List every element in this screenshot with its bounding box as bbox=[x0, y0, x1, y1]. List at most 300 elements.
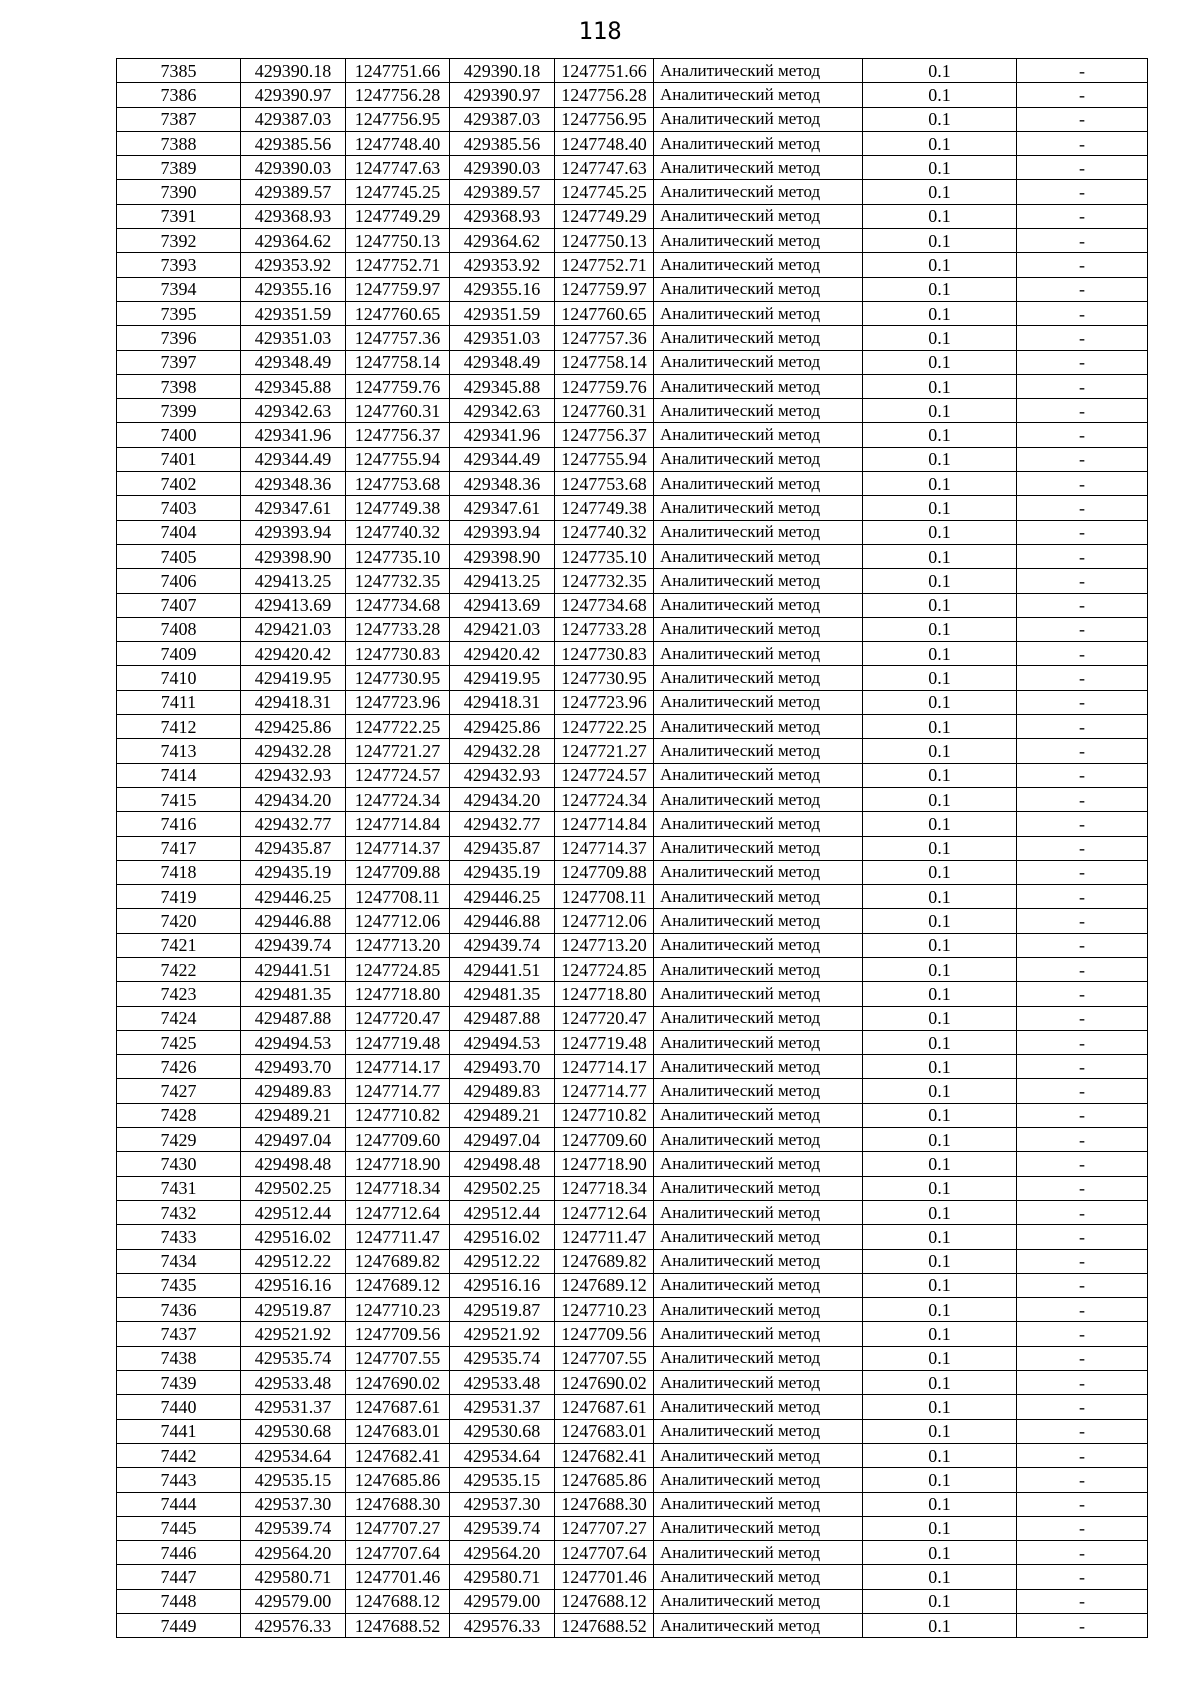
table-row bbox=[117, 180, 1148, 204]
method-cell: Аналитический метод bbox=[654, 83, 863, 107]
note-cell: - bbox=[1017, 107, 1148, 131]
y-coordinate-2-cell: 1247723.96 bbox=[555, 690, 654, 714]
note-cell: - bbox=[1017, 156, 1148, 180]
x-coordinate-cell: 429435.87 bbox=[241, 836, 346, 860]
method-cell: Аналитический метод bbox=[654, 1322, 863, 1346]
x-coordinate-cell: 429489.83 bbox=[241, 1079, 346, 1103]
table-row bbox=[117, 1346, 1148, 1370]
y-coordinate-cell: 1247735.10 bbox=[346, 544, 450, 568]
table-row bbox=[117, 593, 1148, 617]
y-coordinate-2-cell: 1247688.12 bbox=[555, 1589, 654, 1613]
method-cell: Аналитический метод bbox=[654, 812, 863, 836]
x-coordinate-cell: 429419.95 bbox=[241, 666, 346, 690]
y-coordinate-cell: 1247688.52 bbox=[346, 1614, 450, 1638]
method-cell: Аналитический метод bbox=[654, 569, 863, 593]
x-coordinate-2-cell: 429441.51 bbox=[450, 957, 555, 981]
point-number-cell: 7406 bbox=[117, 569, 241, 593]
note-cell: - bbox=[1017, 350, 1148, 374]
x-coordinate-2-cell: 429535.15 bbox=[450, 1468, 555, 1492]
y-coordinate-cell: 1247751.66 bbox=[346, 59, 450, 83]
x-coordinate-cell: 429446.25 bbox=[241, 885, 346, 909]
x-coordinate-2-cell: 429446.88 bbox=[450, 909, 555, 933]
table-row bbox=[117, 277, 1148, 301]
x-coordinate-cell: 429390.18 bbox=[241, 59, 346, 83]
table-row bbox=[117, 1614, 1148, 1638]
point-number-cell: 7403 bbox=[117, 496, 241, 520]
accuracy-cell: 0.1 bbox=[863, 277, 1017, 301]
note-cell: - bbox=[1017, 690, 1148, 714]
x-coordinate-2-cell: 429519.87 bbox=[450, 1298, 555, 1322]
point-number-cell: 7404 bbox=[117, 520, 241, 544]
method-cell: Аналитический метод bbox=[654, 1152, 863, 1176]
y-coordinate-cell: 1247714.37 bbox=[346, 836, 450, 860]
y-coordinate-2-cell: 1247756.28 bbox=[555, 83, 654, 107]
table-row bbox=[117, 1395, 1148, 1419]
x-coordinate-2-cell: 429434.20 bbox=[450, 787, 555, 811]
accuracy-cell: 0.1 bbox=[863, 642, 1017, 666]
x-coordinate-cell: 429512.22 bbox=[241, 1249, 346, 1273]
x-coordinate-cell: 429413.25 bbox=[241, 569, 346, 593]
table-row bbox=[117, 1492, 1148, 1516]
method-cell: Аналитический метод bbox=[654, 1419, 863, 1443]
table-row bbox=[117, 229, 1148, 253]
x-coordinate-2-cell: 429353.92 bbox=[450, 253, 555, 277]
table-row bbox=[117, 1419, 1148, 1443]
accuracy-cell: 0.1 bbox=[863, 1443, 1017, 1467]
accuracy-cell: 0.1 bbox=[863, 1055, 1017, 1079]
point-number-cell: 7395 bbox=[117, 301, 241, 325]
note-cell: - bbox=[1017, 1298, 1148, 1322]
note-cell: - bbox=[1017, 593, 1148, 617]
accuracy-cell: 0.1 bbox=[863, 1395, 1017, 1419]
accuracy-cell: 0.1 bbox=[863, 836, 1017, 860]
y-coordinate-2-cell: 1247751.66 bbox=[555, 59, 654, 83]
accuracy-cell: 0.1 bbox=[863, 544, 1017, 568]
x-coordinate-cell: 429435.19 bbox=[241, 860, 346, 884]
accuracy-cell: 0.1 bbox=[863, 1079, 1017, 1103]
x-coordinate-2-cell: 429487.88 bbox=[450, 1006, 555, 1030]
accuracy-cell: 0.1 bbox=[863, 763, 1017, 787]
point-number-cell: 7427 bbox=[117, 1079, 241, 1103]
accuracy-cell: 0.1 bbox=[863, 472, 1017, 496]
point-number-cell: 7428 bbox=[117, 1103, 241, 1127]
x-coordinate-cell: 429434.20 bbox=[241, 787, 346, 811]
x-coordinate-2-cell: 429398.90 bbox=[450, 544, 555, 568]
method-cell: Аналитический метод bbox=[654, 982, 863, 1006]
y-coordinate-cell: 1247745.25 bbox=[346, 180, 450, 204]
method-cell: Аналитический метод bbox=[654, 59, 863, 83]
table-row bbox=[117, 131, 1148, 155]
x-coordinate-cell: 429364.62 bbox=[241, 229, 346, 253]
y-coordinate-2-cell: 1247755.94 bbox=[555, 447, 654, 471]
table-row bbox=[117, 617, 1148, 641]
method-cell: Аналитический метод bbox=[654, 1030, 863, 1054]
table-row bbox=[117, 83, 1148, 107]
note-cell: - bbox=[1017, 326, 1148, 350]
note-cell: - bbox=[1017, 1249, 1148, 1273]
method-cell: Аналитический метод bbox=[654, 666, 863, 690]
table-row bbox=[117, 1128, 1148, 1152]
point-number-cell: 7429 bbox=[117, 1128, 241, 1152]
x-coordinate-cell: 429439.74 bbox=[241, 933, 346, 957]
accuracy-cell: 0.1 bbox=[863, 1298, 1017, 1322]
y-coordinate-2-cell: 1247721.27 bbox=[555, 739, 654, 763]
table-row bbox=[117, 763, 1148, 787]
x-coordinate-cell: 429537.30 bbox=[241, 1492, 346, 1516]
y-coordinate-cell: 1247732.35 bbox=[346, 569, 450, 593]
y-coordinate-cell: 1247753.68 bbox=[346, 472, 450, 496]
y-coordinate-cell: 1247722.25 bbox=[346, 715, 450, 739]
method-cell: Аналитический метод bbox=[654, 715, 863, 739]
y-coordinate-cell: 1247756.28 bbox=[346, 83, 450, 107]
table-row bbox=[117, 1103, 1148, 1127]
x-coordinate-2-cell: 429537.30 bbox=[450, 1492, 555, 1516]
method-cell: Аналитический метод bbox=[654, 957, 863, 981]
x-coordinate-cell: 429425.86 bbox=[241, 715, 346, 739]
point-number-cell: 7391 bbox=[117, 204, 241, 228]
point-number-cell: 7424 bbox=[117, 1006, 241, 1030]
table-row bbox=[117, 472, 1148, 496]
y-coordinate-2-cell: 1247688.30 bbox=[555, 1492, 654, 1516]
x-coordinate-2-cell: 429348.36 bbox=[450, 472, 555, 496]
x-coordinate-2-cell: 429432.93 bbox=[450, 763, 555, 787]
y-coordinate-2-cell: 1247750.13 bbox=[555, 229, 654, 253]
point-number-cell: 7394 bbox=[117, 277, 241, 301]
point-number-cell: 7437 bbox=[117, 1322, 241, 1346]
x-coordinate-2-cell: 429531.37 bbox=[450, 1395, 555, 1419]
point-number-cell: 7387 bbox=[117, 107, 241, 131]
point-number-cell: 7420 bbox=[117, 909, 241, 933]
y-coordinate-2-cell: 1247740.32 bbox=[555, 520, 654, 544]
note-cell: - bbox=[1017, 569, 1148, 593]
y-coordinate-cell: 1247688.30 bbox=[346, 1492, 450, 1516]
x-coordinate-2-cell: 429351.59 bbox=[450, 301, 555, 325]
y-coordinate-cell: 1247747.63 bbox=[346, 156, 450, 180]
note-cell: - bbox=[1017, 131, 1148, 155]
note-cell: - bbox=[1017, 836, 1148, 860]
x-coordinate-cell: 429494.53 bbox=[241, 1030, 346, 1054]
accuracy-cell: 0.1 bbox=[863, 1371, 1017, 1395]
note-cell: - bbox=[1017, 885, 1148, 909]
table-row bbox=[117, 447, 1148, 471]
x-coordinate-2-cell: 429413.25 bbox=[450, 569, 555, 593]
method-cell: Аналитический метод bbox=[654, 1273, 863, 1297]
accuracy-cell: 0.1 bbox=[863, 131, 1017, 155]
table-row bbox=[117, 1322, 1148, 1346]
point-number-cell: 7439 bbox=[117, 1371, 241, 1395]
y-coordinate-2-cell: 1247718.80 bbox=[555, 982, 654, 1006]
y-coordinate-2-cell: 1247722.25 bbox=[555, 715, 654, 739]
method-cell: Аналитический метод bbox=[654, 933, 863, 957]
method-cell: Аналитический метод bbox=[654, 107, 863, 131]
x-coordinate-2-cell: 429564.20 bbox=[450, 1541, 555, 1565]
point-number-cell: 7447 bbox=[117, 1565, 241, 1589]
x-coordinate-2-cell: 429533.48 bbox=[450, 1371, 555, 1395]
x-coordinate-cell: 429519.87 bbox=[241, 1298, 346, 1322]
note-cell: - bbox=[1017, 83, 1148, 107]
note-cell: - bbox=[1017, 229, 1148, 253]
x-coordinate-2-cell: 429351.03 bbox=[450, 326, 555, 350]
method-cell: Аналитический метод bbox=[654, 885, 863, 909]
x-coordinate-cell: 429531.37 bbox=[241, 1395, 346, 1419]
y-coordinate-cell: 1247707.27 bbox=[346, 1516, 450, 1540]
note-cell: - bbox=[1017, 374, 1148, 398]
table-row bbox=[117, 1541, 1148, 1565]
x-coordinate-2-cell: 429390.18 bbox=[450, 59, 555, 83]
table-row bbox=[117, 569, 1148, 593]
accuracy-cell: 0.1 bbox=[863, 1589, 1017, 1613]
y-coordinate-2-cell: 1247688.52 bbox=[555, 1614, 654, 1638]
point-number-cell: 7435 bbox=[117, 1273, 241, 1297]
method-cell: Аналитический метод bbox=[654, 326, 863, 350]
x-coordinate-cell: 429493.70 bbox=[241, 1055, 346, 1079]
note-cell: - bbox=[1017, 1225, 1148, 1249]
note-cell: - bbox=[1017, 860, 1148, 884]
method-cell: Аналитический метод bbox=[654, 1006, 863, 1030]
note-cell: - bbox=[1017, 1152, 1148, 1176]
x-coordinate-cell: 429502.25 bbox=[241, 1176, 346, 1200]
accuracy-cell: 0.1 bbox=[863, 1419, 1017, 1443]
y-coordinate-cell: 1247713.20 bbox=[346, 933, 450, 957]
y-coordinate-2-cell: 1247707.55 bbox=[555, 1346, 654, 1370]
accuracy-cell: 0.1 bbox=[863, 739, 1017, 763]
y-coordinate-cell: 1247709.88 bbox=[346, 860, 450, 884]
table-row bbox=[117, 957, 1148, 981]
x-coordinate-cell: 429351.59 bbox=[241, 301, 346, 325]
x-coordinate-2-cell: 429439.74 bbox=[450, 933, 555, 957]
point-number-cell: 7411 bbox=[117, 690, 241, 714]
accuracy-cell: 0.1 bbox=[863, 982, 1017, 1006]
accuracy-cell: 0.1 bbox=[863, 180, 1017, 204]
method-cell: Аналитический метод bbox=[654, 253, 863, 277]
page-number: 118 bbox=[578, 17, 622, 45]
table-row bbox=[117, 812, 1148, 836]
table-row bbox=[117, 1055, 1148, 1079]
x-coordinate-cell: 429389.57 bbox=[241, 180, 346, 204]
method-cell: Аналитический метод bbox=[654, 1249, 863, 1273]
table-row bbox=[117, 1371, 1148, 1395]
y-coordinate-cell: 1247730.83 bbox=[346, 642, 450, 666]
x-coordinate-cell: 429355.16 bbox=[241, 277, 346, 301]
method-cell: Аналитический метод bbox=[654, 472, 863, 496]
table-row bbox=[117, 787, 1148, 811]
method-cell: Аналитический метод bbox=[654, 131, 863, 155]
y-coordinate-cell: 1247724.57 bbox=[346, 763, 450, 787]
point-number-cell: 7430 bbox=[117, 1152, 241, 1176]
point-number-cell: 7443 bbox=[117, 1468, 241, 1492]
method-cell: Аналитический метод bbox=[654, 1371, 863, 1395]
y-coordinate-cell: 1247721.27 bbox=[346, 739, 450, 763]
x-coordinate-cell: 429564.20 bbox=[241, 1541, 346, 1565]
y-coordinate-2-cell: 1247710.82 bbox=[555, 1103, 654, 1127]
x-coordinate-2-cell: 429432.77 bbox=[450, 812, 555, 836]
method-cell: Аналитический метод bbox=[654, 1176, 863, 1200]
y-coordinate-2-cell: 1247760.65 bbox=[555, 301, 654, 325]
table-row bbox=[117, 982, 1148, 1006]
x-coordinate-2-cell: 429355.16 bbox=[450, 277, 555, 301]
y-coordinate-cell: 1247724.85 bbox=[346, 957, 450, 981]
accuracy-cell: 0.1 bbox=[863, 229, 1017, 253]
y-coordinate-2-cell: 1247732.35 bbox=[555, 569, 654, 593]
x-coordinate-cell: 429446.88 bbox=[241, 909, 346, 933]
note-cell: - bbox=[1017, 1492, 1148, 1516]
x-coordinate-2-cell: 429390.97 bbox=[450, 83, 555, 107]
accuracy-cell: 0.1 bbox=[863, 1273, 1017, 1297]
x-coordinate-cell: 429533.48 bbox=[241, 1371, 346, 1395]
x-coordinate-cell: 429481.35 bbox=[241, 982, 346, 1006]
y-coordinate-cell: 1247708.11 bbox=[346, 885, 450, 909]
point-number-cell: 7416 bbox=[117, 812, 241, 836]
y-coordinate-cell: 1247756.95 bbox=[346, 107, 450, 131]
accuracy-cell: 0.1 bbox=[863, 156, 1017, 180]
x-coordinate-2-cell: 429530.68 bbox=[450, 1419, 555, 1443]
note-cell: - bbox=[1017, 1322, 1148, 1346]
table-row bbox=[117, 1565, 1148, 1589]
point-number-cell: 7446 bbox=[117, 1541, 241, 1565]
y-coordinate-cell: 1247712.06 bbox=[346, 909, 450, 933]
accuracy-cell: 0.1 bbox=[863, 933, 1017, 957]
y-coordinate-2-cell: 1247687.61 bbox=[555, 1395, 654, 1419]
accuracy-cell: 0.1 bbox=[863, 1006, 1017, 1030]
table-row bbox=[117, 1589, 1148, 1613]
x-coordinate-2-cell: 429393.94 bbox=[450, 520, 555, 544]
x-coordinate-cell: 429342.63 bbox=[241, 399, 346, 423]
method-cell: Аналитический метод bbox=[654, 739, 863, 763]
y-coordinate-2-cell: 1247713.20 bbox=[555, 933, 654, 957]
accuracy-cell: 0.1 bbox=[863, 1103, 1017, 1127]
note-cell: - bbox=[1017, 1176, 1148, 1200]
method-cell: Аналитический метод bbox=[654, 180, 863, 204]
y-coordinate-cell: 1247688.12 bbox=[346, 1589, 450, 1613]
y-coordinate-2-cell: 1247724.57 bbox=[555, 763, 654, 787]
y-coordinate-2-cell: 1247718.90 bbox=[555, 1152, 654, 1176]
y-coordinate-cell: 1247701.46 bbox=[346, 1565, 450, 1589]
accuracy-cell: 0.1 bbox=[863, 666, 1017, 690]
y-coordinate-2-cell: 1247712.06 bbox=[555, 909, 654, 933]
accuracy-cell: 0.1 bbox=[863, 1225, 1017, 1249]
y-coordinate-cell: 1247710.23 bbox=[346, 1298, 450, 1322]
point-number-cell: 7392 bbox=[117, 229, 241, 253]
x-coordinate-2-cell: 429390.03 bbox=[450, 156, 555, 180]
y-coordinate-cell: 1247712.64 bbox=[346, 1200, 450, 1224]
table-row bbox=[117, 1006, 1148, 1030]
y-coordinate-2-cell: 1247689.82 bbox=[555, 1249, 654, 1273]
y-coordinate-2-cell: 1247701.46 bbox=[555, 1565, 654, 1589]
table-row bbox=[117, 1152, 1148, 1176]
x-coordinate-cell: 429487.88 bbox=[241, 1006, 346, 1030]
x-coordinate-cell: 429530.68 bbox=[241, 1419, 346, 1443]
y-coordinate-cell: 1247749.38 bbox=[346, 496, 450, 520]
y-coordinate-2-cell: 1247710.23 bbox=[555, 1298, 654, 1322]
x-coordinate-cell: 429353.92 bbox=[241, 253, 346, 277]
method-cell: Аналитический метод bbox=[654, 1128, 863, 1152]
table-row bbox=[117, 1273, 1148, 1297]
accuracy-cell: 0.1 bbox=[863, 957, 1017, 981]
table-row bbox=[117, 715, 1148, 739]
point-number-cell: 7410 bbox=[117, 666, 241, 690]
method-cell: Аналитический метод bbox=[654, 1395, 863, 1419]
y-coordinate-cell: 1247709.56 bbox=[346, 1322, 450, 1346]
point-number-cell: 7402 bbox=[117, 472, 241, 496]
y-coordinate-cell: 1247760.65 bbox=[346, 301, 450, 325]
y-coordinate-cell: 1247752.71 bbox=[346, 253, 450, 277]
note-cell: - bbox=[1017, 1079, 1148, 1103]
point-number-cell: 7442 bbox=[117, 1443, 241, 1467]
x-coordinate-cell: 429535.74 bbox=[241, 1346, 346, 1370]
note-cell: - bbox=[1017, 253, 1148, 277]
x-coordinate-cell: 429387.03 bbox=[241, 107, 346, 131]
method-cell: Аналитический метод bbox=[654, 374, 863, 398]
table-row bbox=[117, 107, 1148, 131]
accuracy-cell: 0.1 bbox=[863, 374, 1017, 398]
accuracy-cell: 0.1 bbox=[863, 1030, 1017, 1054]
y-coordinate-cell: 1247718.90 bbox=[346, 1152, 450, 1176]
x-coordinate-cell: 429441.51 bbox=[241, 957, 346, 981]
x-coordinate-cell: 429432.28 bbox=[241, 739, 346, 763]
x-coordinate-2-cell: 429420.42 bbox=[450, 642, 555, 666]
note-cell: - bbox=[1017, 739, 1148, 763]
x-coordinate-cell: 429398.90 bbox=[241, 544, 346, 568]
note-cell: - bbox=[1017, 787, 1148, 811]
x-coordinate-cell: 429512.44 bbox=[241, 1200, 346, 1224]
x-coordinate-2-cell: 429418.31 bbox=[450, 690, 555, 714]
y-coordinate-2-cell: 1247759.97 bbox=[555, 277, 654, 301]
x-coordinate-2-cell: 429432.28 bbox=[450, 739, 555, 763]
x-coordinate-2-cell: 429364.62 bbox=[450, 229, 555, 253]
x-coordinate-2-cell: 429387.03 bbox=[450, 107, 555, 131]
point-number-cell: 7401 bbox=[117, 447, 241, 471]
y-coordinate-2-cell: 1247690.02 bbox=[555, 1371, 654, 1395]
x-coordinate-2-cell: 429435.87 bbox=[450, 836, 555, 860]
accuracy-cell: 0.1 bbox=[863, 885, 1017, 909]
y-coordinate-cell: 1247740.32 bbox=[346, 520, 450, 544]
x-coordinate-2-cell: 429498.48 bbox=[450, 1152, 555, 1176]
x-coordinate-2-cell: 429516.16 bbox=[450, 1273, 555, 1297]
y-coordinate-cell: 1247758.14 bbox=[346, 350, 450, 374]
y-coordinate-2-cell: 1247709.56 bbox=[555, 1322, 654, 1346]
point-number-cell: 7400 bbox=[117, 423, 241, 447]
x-coordinate-2-cell: 429497.04 bbox=[450, 1128, 555, 1152]
note-cell: - bbox=[1017, 472, 1148, 496]
accuracy-cell: 0.1 bbox=[863, 107, 1017, 131]
method-cell: Аналитический метод bbox=[654, 520, 863, 544]
y-coordinate-cell: 1247682.41 bbox=[346, 1443, 450, 1467]
x-coordinate-cell: 429344.49 bbox=[241, 447, 346, 471]
x-coordinate-2-cell: 429435.19 bbox=[450, 860, 555, 884]
method-cell: Аналитический метод bbox=[654, 1589, 863, 1613]
x-coordinate-cell: 429535.15 bbox=[241, 1468, 346, 1492]
note-cell: - bbox=[1017, 715, 1148, 739]
note-cell: - bbox=[1017, 277, 1148, 301]
x-coordinate-cell: 429351.03 bbox=[241, 326, 346, 350]
method-cell: Аналитический метод bbox=[654, 204, 863, 228]
method-cell: Аналитический метод bbox=[654, 544, 863, 568]
y-coordinate-cell: 1247714.84 bbox=[346, 812, 450, 836]
accuracy-cell: 0.1 bbox=[863, 1565, 1017, 1589]
x-coordinate-2-cell: 429413.69 bbox=[450, 593, 555, 617]
method-cell: Аналитический метод bbox=[654, 1492, 863, 1516]
accuracy-cell: 0.1 bbox=[863, 1516, 1017, 1540]
method-cell: Аналитический метод bbox=[654, 1225, 863, 1249]
x-coordinate-2-cell: 429535.74 bbox=[450, 1346, 555, 1370]
x-coordinate-2-cell: 429539.74 bbox=[450, 1516, 555, 1540]
accuracy-cell: 0.1 bbox=[863, 1541, 1017, 1565]
x-coordinate-2-cell: 429345.88 bbox=[450, 374, 555, 398]
y-coordinate-2-cell: 1247734.68 bbox=[555, 593, 654, 617]
table-row bbox=[117, 1200, 1148, 1224]
y-coordinate-cell: 1247709.60 bbox=[346, 1128, 450, 1152]
table-row bbox=[117, 933, 1148, 957]
